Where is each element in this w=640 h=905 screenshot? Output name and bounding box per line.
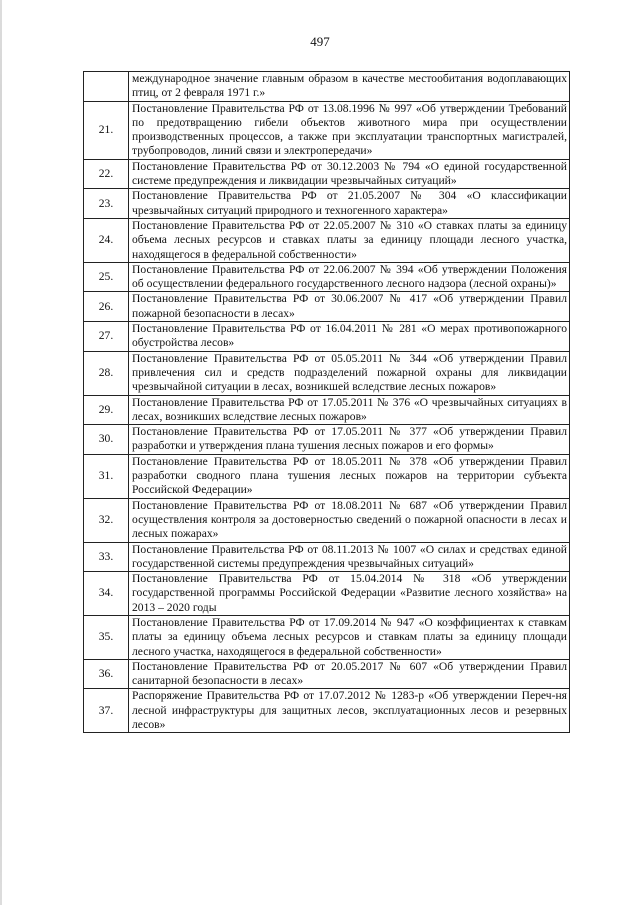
regulations-table: [83, 71, 570, 733]
row-document-title: Постановление Правительства РФ от 30.12.2003 № 794 «О единой государственной системе предупреждения и ликвидации чрезвычайных ситуаций»: [129, 159, 570, 189]
table-row: [84, 159, 570, 189]
table-row: [84, 542, 570, 572]
row-document-title: Распоряжение Правительства РФ от 17.07.2012 № 1283-р «Об утверждении Переч-ня лесной инфраструктуры для защитных лесов, эксплуатационных лесов и резервных лесов»: [129, 689, 570, 733]
table-row: [84, 659, 570, 689]
row-number: 27.: [84, 322, 129, 352]
row-number: 35.: [84, 615, 129, 659]
row-number: 36.: [84, 659, 129, 689]
table-row: [84, 689, 570, 733]
row-document-title: Постановление Правительства РФ от 17.09.2014 № 947 «О коэффициентах к ставкам платы за единицу объема лесных ресурсов и ставкам платы за единицу площади лесного участка, находящегося в федеральной собственности»: [129, 615, 570, 659]
row-document-title: Постановление Правительства РФ от 18.08.2011 № 687 «Об утверждении Правил осуществления контроля за достоверностью сведений о пожарной опасности в лесах и лесных пожарах»: [129, 498, 570, 542]
row-document-title: Постановление Правительства РФ от 22.05.2007 № 310 «О ставках платы за единицу объема лесных ресурсов и ставках платы за единицу площади лесного участка, находящегося в федеральной собственности»: [129, 218, 570, 262]
table-row: [84, 351, 570, 395]
row-number: 37.: [84, 689, 129, 733]
row-number: 32.: [84, 498, 129, 542]
table-row: [84, 454, 570, 498]
row-document-title: международное значение главным образом в качестве местообитания водоплавающих птиц, от 2 февраля 1971 г.»: [129, 72, 570, 102]
table-row: [84, 572, 570, 616]
row-number: 31.: [84, 454, 129, 498]
table-row: [84, 218, 570, 262]
row-document-title: Постановление Правительства РФ от 22.06.2007 № 394 «Об утверждении Положения об осуществлении федерального государственного лесного надзора (лесной охраны)»: [129, 262, 570, 292]
table-row: [84, 395, 570, 425]
row-number: 22.: [84, 159, 129, 189]
row-number: 25.: [84, 262, 129, 292]
row-document-title: Постановление Правительства РФ от 18.05.2011 № 378 «Об утверждении Правил разработки сводного плана тушения лесных пожаров на территории субъекта Российской Федерации»: [129, 454, 570, 498]
table-row: [84, 292, 570, 322]
row-document-title: Постановление Правительства РФ от 08.11.2013 № 1007 «О силах и средствах единой государственной системы предупреждения чрезвычайных ситуаций»: [129, 542, 570, 572]
table-row: [84, 189, 570, 219]
row-document-title: Постановление Правительства РФ от 30.06.2007 № 417 «Об утверждении Правил пожарной безопасности в лесах»: [129, 292, 570, 322]
table-row: [84, 425, 570, 455]
row-document-title: Постановление Правительства РФ от 05.05.2011 № 344 «Об утверждении Правил привлечения сил и средств подразделений пожарной охраны для ликвидации чрезвычайной ситуации в лесах, возникшей вследствие лесных пожаров»: [129, 351, 570, 395]
row-document-title: Постановление Правительства РФ от 17.05.2011 № 377 «Об утверждении Правил разработки и утверждения плана тушения лесных пожаров и его формы»: [129, 425, 570, 455]
table-row: [84, 322, 570, 352]
row-number: [84, 72, 129, 102]
row-number: 21.: [84, 101, 129, 159]
row-document-title: Постановление Правительства РФ от 15.04.2014 № 318 «Об утверждении государственной программы Российской Федерации «Развитие лесного хозяйства» на 2013 – 2020 годы: [129, 572, 570, 616]
page-number: 497: [310, 34, 330, 49]
row-number: 23.: [84, 189, 129, 219]
table-row: [84, 498, 570, 542]
row-number: 26.: [84, 292, 129, 322]
row-number: 24.: [84, 218, 129, 262]
table-body: [84, 72, 570, 733]
row-document-title: Постановление Правительства РФ от 20.05.2017 № 607 «Об утверждении Правил санитарной безопасности в лесах»: [129, 659, 570, 689]
table-row: [84, 262, 570, 292]
table-row: [84, 101, 570, 159]
table-row: [84, 72, 570, 102]
table-row: [84, 615, 570, 659]
row-number: 34.: [84, 572, 129, 616]
row-document-title: Постановление Правительства РФ от 17.05.2011 № 376 «О чрезвычайных ситуациях в лесах, возникших вследствие лесных пожаров»: [129, 395, 570, 425]
row-number: 30.: [84, 425, 129, 455]
row-document-title: Постановление Правительства РФ от 13.08.1996 № 997 «Об утверждении Требований по предотвращению гибели объектов животного мира при осуществлении производственных процессов, а также при эксплуатации транспортных магистралей, трубопроводов, линий связи и электропередачи»: [129, 101, 570, 159]
scan-edge: [0, 0, 2, 905]
row-document-title: Постановление Правительства РФ от 16.04.2011 № 281 «О мерах противопожарного обустройства лесов»: [129, 322, 570, 352]
row-number: 33.: [84, 542, 129, 572]
row-number: 29.: [84, 395, 129, 425]
row-document-title: Постановление Правительства РФ от 21.05.2007 № 304 «О классификации чрезвычайных ситуаций природного и техногенного характера»: [129, 189, 570, 219]
row-number: 28.: [84, 351, 129, 395]
